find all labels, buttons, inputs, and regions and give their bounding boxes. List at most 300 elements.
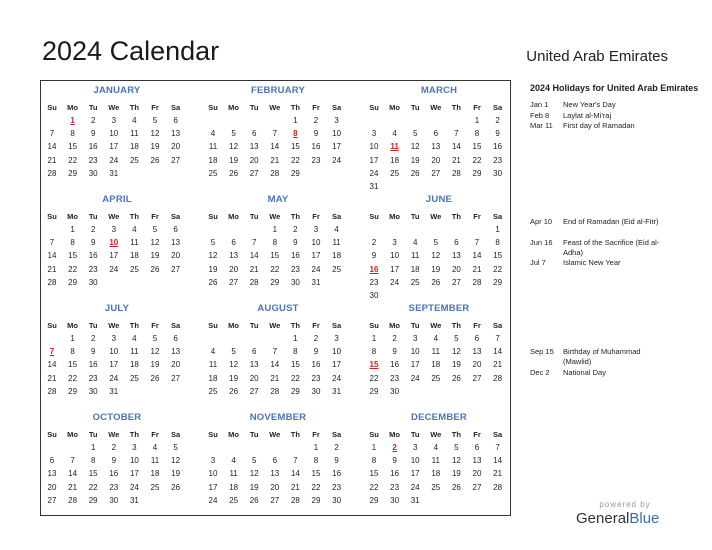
holiday-day: 11 <box>390 142 399 152</box>
weekday-label: Su <box>208 430 218 439</box>
calendar-day: 19 <box>208 264 218 274</box>
calendar-day: 29 <box>290 386 300 396</box>
calendar-day: 26 <box>451 482 461 492</box>
calendar-day: 8 <box>293 347 298 357</box>
calendar-day: 22 <box>88 482 98 492</box>
calendar-day: 19 <box>451 360 461 370</box>
calendar-day: 13 <box>171 129 181 139</box>
calendar-day: 4 <box>210 347 216 357</box>
calendar-day: 19 <box>451 469 461 479</box>
calendar-day: 5 <box>231 347 236 357</box>
calendar-day: 16 <box>390 360 400 370</box>
calendar-day: 7 <box>293 456 298 466</box>
calendar-day: 23 <box>311 155 321 165</box>
calendar-day: 8 <box>272 238 278 248</box>
calendar-day: 9 <box>334 456 339 466</box>
calendar-day: 1 <box>90 443 96 452</box>
calendar-day: 9 <box>392 456 397 466</box>
calendar-day: 15 <box>369 469 379 479</box>
calendar-day: 3 <box>111 225 117 234</box>
weekday-label: We <box>108 430 120 439</box>
calendar-day: 31 <box>369 182 379 191</box>
calendar-day: 13 <box>431 142 441 152</box>
weekday-label: Su <box>369 321 379 330</box>
calendar-day: 21 <box>270 373 280 383</box>
calendar-day: 30 <box>493 168 503 178</box>
weekday-label: Th <box>290 212 300 221</box>
weekday-label: Fr <box>151 430 159 439</box>
weekday-label: Th <box>451 430 461 439</box>
calendar-day: 29 <box>290 168 300 178</box>
weekday-label: Mo <box>228 321 240 330</box>
calendar-day: 9 <box>392 347 397 357</box>
weekday-label: Sa <box>332 430 342 439</box>
calendar-day: 6 <box>474 443 480 452</box>
calendar-day: 13 <box>171 347 181 357</box>
calendar-day: 21 <box>290 482 300 492</box>
calendar-day: 26 <box>208 277 218 287</box>
calendar-day: 2 <box>111 443 117 452</box>
calendar-day: 6 <box>251 129 257 139</box>
calendar-day: 25 <box>390 168 400 178</box>
calendar-day: 11 <box>130 129 139 139</box>
brand-logo <box>576 510 659 527</box>
calendar-day: 4 <box>433 443 439 452</box>
calendar-day: 22 <box>369 482 379 492</box>
calendar-day: 9 <box>371 251 377 261</box>
weekday-label: Mo <box>228 430 240 439</box>
calendar-day: 2 <box>90 334 96 343</box>
calendar-day: 19 <box>150 142 160 152</box>
weekday-label: Sa <box>171 321 181 330</box>
weekday-label: Mo <box>228 212 240 221</box>
calendar-day: 9 <box>90 129 96 139</box>
calendar-day: 12 <box>451 456 461 466</box>
calendar-day: 13 <box>249 360 259 370</box>
calendar-day: 4 <box>210 129 216 139</box>
calendar-day: 3 <box>132 443 137 452</box>
calendar-day: 24 <box>109 155 119 165</box>
calendar-day: 2 <box>495 116 500 125</box>
calendar-day: 17 <box>332 360 342 370</box>
weekday-label: Mo <box>67 103 79 112</box>
holiday-day: 16 <box>369 264 379 274</box>
weekday-label: Th <box>129 430 139 439</box>
calendar-day: 24 <box>129 482 139 492</box>
calendar-day: 23 <box>88 264 98 274</box>
calendar-day: 20 <box>171 360 181 370</box>
calendar-day: 7 <box>272 347 278 357</box>
calendar-day: 9 <box>313 347 319 357</box>
calendar-day: 1 <box>495 225 500 234</box>
calendar-day: 2 <box>90 116 96 125</box>
calendar-day: 16 <box>109 469 119 479</box>
calendar-day: 4 <box>132 334 137 343</box>
calendar-day: 14 <box>270 360 280 370</box>
month-name: OCTOBER <box>92 412 142 423</box>
calendar-day: 27 <box>472 482 482 492</box>
calendar-day: 30 <box>109 495 119 505</box>
calendar-day: 9 <box>293 238 298 248</box>
calendar-day: 22 <box>369 373 379 383</box>
calendar-day: 15 <box>88 469 98 479</box>
weekday-label: Mo <box>67 212 79 221</box>
calendar-day: 1 <box>293 334 298 343</box>
calendar-day: 27 <box>431 168 441 178</box>
calendar-day: 25 <box>150 482 160 492</box>
calendar-day: 25 <box>129 264 139 274</box>
calendar-day: 9 <box>90 347 96 357</box>
calendar-day: 13 <box>451 251 461 261</box>
calendar-day: 27 <box>451 277 461 287</box>
calendar-day: 18 <box>410 264 420 274</box>
calendar-day: 10 <box>311 238 321 248</box>
calendar-day: 6 <box>173 225 178 234</box>
calendar-day: 24 <box>410 482 420 492</box>
calendar-day: 4 <box>132 116 137 125</box>
calendar-day: 15 <box>290 142 300 152</box>
weekday-label: Tu <box>249 103 259 112</box>
calendar-day: 19 <box>249 482 259 492</box>
calendar-day: 18 <box>332 251 342 261</box>
calendar-day: 20 <box>229 264 239 274</box>
calendar-day: 30 <box>390 495 400 505</box>
holiday-name: National Day <box>563 367 606 377</box>
calendar-day: 12 <box>171 456 181 466</box>
calendar-day: 28 <box>493 373 503 383</box>
weekday-label: Th <box>290 321 300 330</box>
calendar-day: 30 <box>88 386 98 396</box>
calendar-day: 7 <box>474 238 480 248</box>
calendar-day: 28 <box>249 277 259 287</box>
calendar-day: 7 <box>49 129 55 139</box>
calendar-day: 21 <box>493 469 503 479</box>
calendar-day: 15 <box>290 360 300 370</box>
calendar-day: 12 <box>410 142 420 152</box>
calendar-day: 13 <box>47 469 57 479</box>
holiday-name: Islamic New Year <box>563 258 621 267</box>
calendar-day: 29 <box>369 495 379 505</box>
weekday-label: Sa <box>493 212 503 221</box>
weekday-label: We <box>108 321 120 330</box>
calendar-day: 22 <box>68 155 78 165</box>
calendar-day: 14 <box>472 251 482 261</box>
calendar-day: 18 <box>129 142 139 152</box>
calendar-day: 12 <box>229 360 239 370</box>
calendar-day: 17 <box>410 360 420 370</box>
calendar-day: 22 <box>68 373 78 383</box>
calendar-day: 6 <box>474 334 480 343</box>
calendar-day: 14 <box>47 251 57 261</box>
calendar-day: 15 <box>270 251 280 261</box>
calendar-day: 5 <box>454 334 459 343</box>
calendar-day: 31 <box>109 386 119 396</box>
calendar-day: 28 <box>270 168 280 178</box>
calendar-day: 17 <box>109 251 119 261</box>
calendar-day: 25 <box>229 495 239 505</box>
calendar-day: 6 <box>49 456 55 466</box>
calendar-day: 15 <box>68 251 78 261</box>
calendar-day: 3 <box>371 129 377 139</box>
calendar-day: 27 <box>47 495 57 505</box>
calendar-day: 19 <box>150 251 160 261</box>
calendar-day: 8 <box>90 456 96 466</box>
weekday-label: Fr <box>151 321 159 330</box>
calendar-day: 26 <box>229 386 239 396</box>
calendar-day: 17 <box>332 142 342 152</box>
calendar-day: 17 <box>129 469 139 479</box>
weekday-label: Fr <box>151 103 159 112</box>
calendar-day: 6 <box>231 238 236 248</box>
calendar-day: 8 <box>371 347 377 357</box>
calendar-day: 8 <box>495 238 500 248</box>
calendar-day: 20 <box>451 264 461 274</box>
weekday-label: Mo <box>389 212 401 221</box>
calendar-day: 25 <box>410 277 420 287</box>
calendar-day: 21 <box>47 155 57 165</box>
weekday-label: Tu <box>88 103 98 112</box>
calendar-day: 29 <box>472 168 482 178</box>
calendar-day: 14 <box>68 469 78 479</box>
calendar-day: 16 <box>493 142 503 152</box>
calendar-day: 29 <box>493 277 503 287</box>
calendar-grid <box>40 80 511 516</box>
page-title: 2024 Calendar <box>42 36 220 66</box>
calendar-day: 16 <box>390 469 400 479</box>
calendar-day: 5 <box>173 443 178 452</box>
calendar-day: 7 <box>454 129 459 139</box>
calendar-day: 23 <box>390 482 400 492</box>
calendar-day: 28 <box>290 495 300 505</box>
calendar-day: 19 <box>229 373 239 383</box>
calendar-day: 18 <box>129 360 139 370</box>
calendar-day: 8 <box>70 238 75 248</box>
weekday-label: Th <box>290 103 300 112</box>
calendar-day: 28 <box>472 277 482 287</box>
weekday-label: We <box>269 212 281 221</box>
weekday-label: We <box>108 212 120 221</box>
calendar-day: 30 <box>332 495 342 505</box>
calendar-day: 4 <box>392 129 397 139</box>
calendar-day: 21 <box>472 264 482 274</box>
calendar-day: 23 <box>88 373 98 383</box>
weekday-label: Mo <box>389 321 401 330</box>
calendar-day: 13 <box>249 142 259 152</box>
calendar-day: 9 <box>111 456 117 466</box>
calendar-day: 18 <box>390 155 400 165</box>
calendar-day: 18 <box>431 360 441 370</box>
calendar-day: 2 <box>293 225 298 234</box>
calendar-day: 3 <box>111 116 117 125</box>
calendar-day: 16 <box>311 142 321 152</box>
calendar-day: 27 <box>171 264 181 274</box>
holiday-date: Feb 8 <box>530 110 550 120</box>
weekday-label: Th <box>451 212 461 221</box>
weekday-label: Fr <box>473 103 481 112</box>
calendar-day: 24 <box>109 264 119 274</box>
calendar-day: 21 <box>270 155 280 165</box>
calendar-day: 7 <box>495 334 500 343</box>
month-name: JUNE <box>425 194 453 205</box>
holiday-date: Sep 15 <box>530 347 554 356</box>
calendar-day: 22 <box>290 155 300 165</box>
brand-general: General <box>576 510 630 527</box>
calendar-day: 4 <box>433 334 439 343</box>
calendar-day: 2 <box>334 443 339 452</box>
powered-by: powered by <box>599 500 651 509</box>
calendar-day: 24 <box>410 373 420 383</box>
calendar-day: 5 <box>152 225 158 234</box>
holiday-day: 1 <box>70 116 75 125</box>
weekday-label: Fr <box>312 321 320 330</box>
calendar-day: 4 <box>152 443 158 452</box>
calendar-day: 28 <box>47 386 57 396</box>
calendar-day: 23 <box>332 482 342 492</box>
calendar-day: 4 <box>231 456 236 466</box>
calendar-day: 22 <box>311 482 321 492</box>
calendar-day: 10 <box>390 251 400 261</box>
holiday-day: 10 <box>109 238 119 248</box>
calendar-day: 6 <box>433 129 439 139</box>
calendar-day: 31 <box>410 495 420 505</box>
calendar-day: 27 <box>171 373 181 383</box>
calendar-day: 3 <box>210 456 216 466</box>
calendar-day: 20 <box>171 142 181 152</box>
calendar-day: 26 <box>150 155 160 165</box>
calendar-day: 30 <box>390 386 400 396</box>
calendar-day: 16 <box>88 251 98 261</box>
calendar-day: 23 <box>109 482 119 492</box>
calendar-day: 1 <box>272 225 278 234</box>
calendar-day: 13 <box>472 347 482 357</box>
calendar-day: 15 <box>68 360 78 370</box>
weekday-label: Mo <box>67 321 79 330</box>
calendar-day: 10 <box>129 456 139 466</box>
calendar-day: 29 <box>88 495 98 505</box>
calendar-day: 25 <box>208 168 218 178</box>
weekday-label: Tu <box>88 321 98 330</box>
weekday-label: Sa <box>171 212 181 221</box>
weekday-label: Su <box>47 430 57 439</box>
calendar-day: 22 <box>472 155 482 165</box>
calendar-day: 25 <box>208 386 218 396</box>
weekday-label: Su <box>208 212 218 221</box>
calendar-day: 7 <box>495 443 500 452</box>
calendar-day: 12 <box>431 251 441 261</box>
calendar-day: 26 <box>249 495 259 505</box>
weekday-label: We <box>269 430 281 439</box>
calendar-day: 27 <box>472 373 482 383</box>
calendar-day: 1 <box>313 443 319 452</box>
calendar-day: 23 <box>88 155 98 165</box>
calendar-day: 4 <box>132 225 137 234</box>
calendar-day: 11 <box>229 469 238 479</box>
weekday-label: Fr <box>473 321 481 330</box>
calendar-day: 23 <box>290 264 300 274</box>
calendar-day: 27 <box>249 386 259 396</box>
calendar-day: 14 <box>451 142 461 152</box>
holiday-day: 7 <box>49 347 55 357</box>
calendar-day: 13 <box>270 469 280 479</box>
calendar-day: 24 <box>332 155 342 165</box>
calendar-day: 12 <box>150 129 160 139</box>
calendar-day: 6 <box>454 238 459 248</box>
weekday-label: Su <box>47 212 57 221</box>
calendar-day: 26 <box>150 373 160 383</box>
calendar-day: 28 <box>493 482 503 492</box>
calendar-day: 29 <box>68 386 78 396</box>
weekday-label: Fr <box>473 430 481 439</box>
calendar-day: 3 <box>412 334 418 343</box>
month-name: FEBRUARY <box>250 85 306 96</box>
holiday-day: 2 <box>392 443 397 452</box>
weekday-label: We <box>430 103 442 112</box>
weekday-label: We <box>269 103 281 112</box>
calendar-day: 25 <box>332 264 342 274</box>
calendar-day: 4 <box>334 225 339 234</box>
month-name: SEPTEMBER <box>408 303 470 314</box>
calendar-day: 24 <box>390 277 400 287</box>
calendar-day: 5 <box>412 129 418 139</box>
weekday-label: Su <box>369 103 379 112</box>
calendar-day: 30 <box>88 168 98 178</box>
weekday-label: Su <box>208 321 218 330</box>
calendar-day: 25 <box>431 482 441 492</box>
weekday-label: Su <box>47 103 57 112</box>
calendar-day: 3 <box>111 334 117 343</box>
calendar-day: 14 <box>249 251 259 261</box>
calendar-day: 2 <box>392 334 397 343</box>
calendar-day: 22 <box>68 264 78 274</box>
calendar-day: 31 <box>311 277 321 287</box>
calendar-day: 5 <box>210 238 216 248</box>
weekday-label: Sa <box>332 321 342 330</box>
month-name: AUGUST <box>257 303 299 314</box>
month-name: JANUARY <box>93 85 141 96</box>
calendar-day: 12 <box>150 347 160 357</box>
weekday-label: Th <box>290 430 300 439</box>
calendar-day: 2 <box>371 238 377 248</box>
calendar-day: 8 <box>70 129 75 139</box>
weekday-label: Tu <box>88 430 98 439</box>
calendar-day: 18 <box>431 469 441 479</box>
calendar-day: 10 <box>332 347 342 357</box>
calendar-day: 4 <box>412 238 418 248</box>
weekday-label: Fr <box>151 212 159 221</box>
calendar-day: 27 <box>270 495 280 505</box>
holiday-date: Dec 2 <box>530 367 550 377</box>
calendar-day: 18 <box>208 155 218 165</box>
calendar-day: 5 <box>152 116 158 125</box>
calendar-day: 21 <box>249 264 259 274</box>
weekday-label: We <box>430 212 442 221</box>
calendar-day: 16 <box>88 360 98 370</box>
calendar-day: 7 <box>251 238 257 248</box>
calendar-day: 31 <box>109 168 119 178</box>
calendar-day: 5 <box>454 443 459 452</box>
calendar-day: 15 <box>68 142 78 152</box>
calendar-day: 17 <box>109 142 119 152</box>
calendar-day: 20 <box>472 360 482 370</box>
calendar-day: 23 <box>493 155 503 165</box>
calendar-day: 17 <box>311 251 321 261</box>
calendar-day: 16 <box>88 142 98 152</box>
calendar-day: 20 <box>249 155 259 165</box>
calendar-day: 14 <box>493 456 503 466</box>
calendar-day: 19 <box>150 360 160 370</box>
calendar-day: 28 <box>451 168 461 178</box>
calendar-day: 20 <box>171 251 181 261</box>
